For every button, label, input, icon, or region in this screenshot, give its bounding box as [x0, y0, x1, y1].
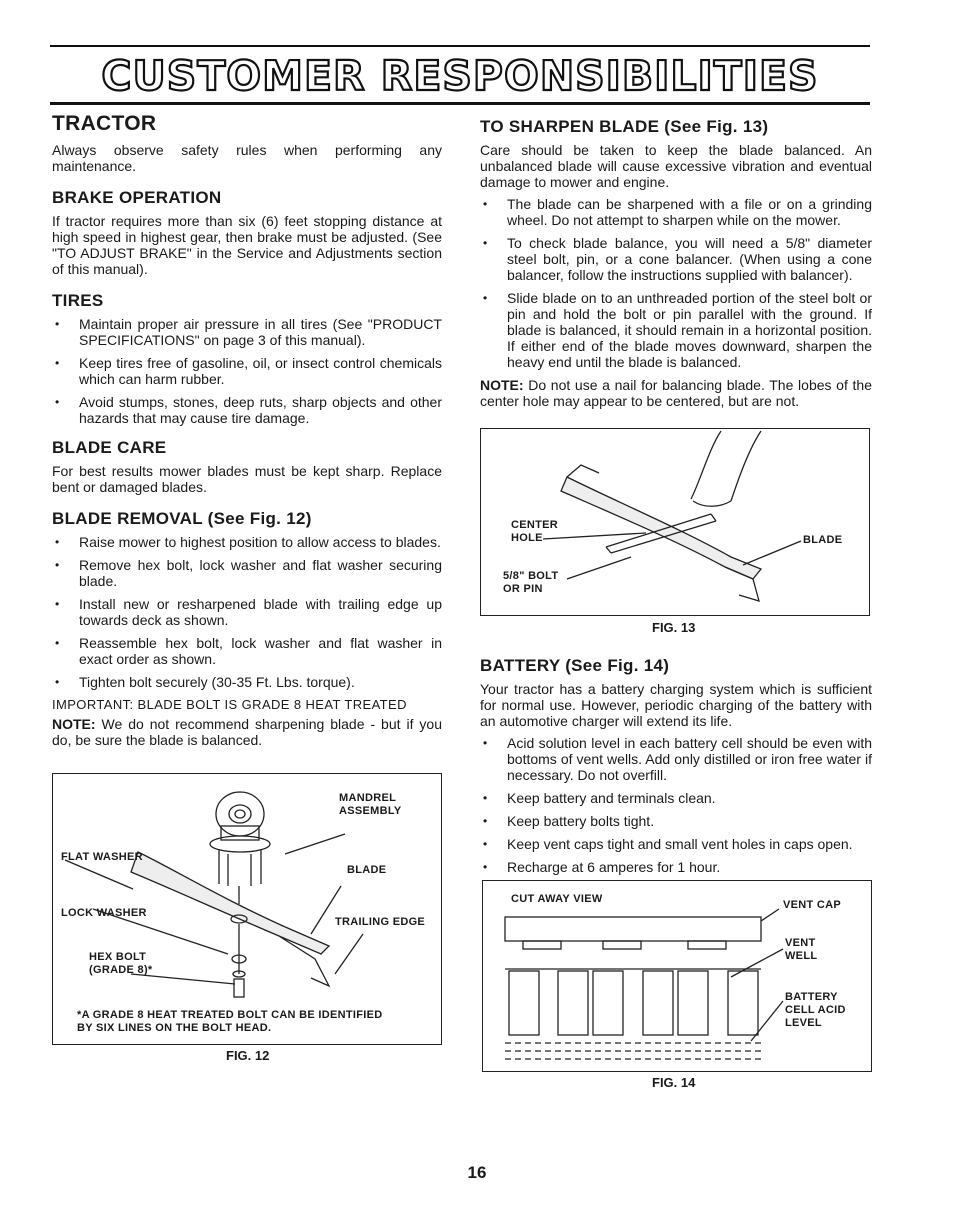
blade-care-heading: BLADE CARE	[52, 438, 167, 457]
tractor-text: Always observe safety rules when performing any maintenance.	[52, 142, 442, 174]
figure-13	[480, 428, 870, 616]
list-item: • Tighten bolt securely (30-35 Ft. Lbs. torque).	[52, 674, 442, 690]
note-label: NOTE:	[480, 377, 524, 393]
cell-acid-label: CELL ACID	[785, 1004, 846, 1016]
tires-list	[52, 316, 442, 426]
list-item: • Keep vent caps tight and small vent holes in caps open.	[480, 836, 872, 852]
footnote-line-1: *A GRADE 8 HEAT TREATED BOLT CAN BE IDENTIFIED	[77, 1009, 383, 1021]
fig-12-caption: FIG. 12	[226, 1048, 270, 1063]
list-item: • Maintain proper air pressure in all tires (See "PRODUCT SPECIFICATIONS" on page 3 of this manual).	[52, 316, 442, 348]
note-text: We do not recommend sharpening blade - but if you do, be sure the blade is balanced.	[52, 716, 442, 748]
title-rule	[50, 102, 870, 105]
left-column	[52, 112, 442, 748]
balance-note	[480, 377, 872, 409]
battery-heading: BATTERY (See Fig. 14)	[480, 656, 670, 675]
bolt-label: 5/8" BOLT	[503, 570, 559, 582]
top-rule	[50, 45, 870, 47]
well-label: WELL	[785, 950, 818, 962]
page-title: CUSTOMER RESPONSIBILITIES	[101, 52, 819, 100]
lock-washer-label: LOCK WASHER	[61, 907, 147, 919]
blade-note	[52, 716, 442, 748]
mandrel-label: MANDREL	[339, 792, 397, 804]
list-item: • Slide blade on to an unthreaded portion of the steel bolt or pin and hold the bolt or pin parallel with the ground. If blade is balanced, it should remain in a horizontal position. If either end of the blade moves downward, sharpen the heavy end until the blade is balanced.	[480, 290, 872, 370]
blade-removal-heading: BLADE REMOVAL (See Fig. 12)	[52, 509, 312, 528]
brake-heading: BRAKE OPERATION	[52, 188, 222, 207]
list-item: • Install new or resharpened blade with trailing edge up towards deck as shown.	[52, 596, 442, 628]
footnote-line-2: BY SIX LINES ON THE BOLT HEAD.	[77, 1022, 272, 1034]
fig-14-caption: FIG. 14	[652, 1075, 696, 1090]
blade-care-text: For best results mower blades must be kept sharp. Replace bent or damaged blades.	[52, 463, 442, 495]
flat-washer-label: FLAT WASHER	[61, 851, 143, 863]
hole-label: HOLE	[511, 532, 543, 544]
battery-section	[480, 656, 872, 882]
tires-heading: TIRES	[52, 291, 104, 310]
list-item: • Keep battery bolts tight.	[480, 813, 872, 829]
figure-14	[482, 880, 872, 1072]
page-number: 16	[467, 1163, 487, 1182]
list-item: • Recharge at 6 amperes for 1 hour.	[480, 859, 872, 875]
blade-label: BLADE	[347, 864, 387, 876]
or-pin-label: OR PIN	[503, 583, 543, 595]
figure-12	[52, 773, 442, 1045]
important-notice: IMPORTANT: BLADE BOLT IS GRADE 8 HEAT TREATED	[52, 697, 407, 712]
battery-list	[480, 735, 872, 875]
tractor-heading: TRACTOR	[52, 112, 157, 135]
list-item: • Remove hex bolt, lock washer and flat washer securing blade.	[52, 557, 442, 589]
vent-label: VENT	[785, 937, 816, 949]
battery-text: Your tractor has a battery charging system which is sufficient for normal use. However, periodic charging of the battery with an automotive charger will extend its life.	[480, 681, 872, 729]
list-item: • Acid solution level in each battery cell should be even with bottoms of vent wells. Add only distilled or iron free water if necessary. Do not overfill.	[480, 735, 872, 783]
trailing-edge-label: TRAILING EDGE	[335, 916, 426, 928]
hex-bolt-label: HEX BOLT	[89, 951, 147, 963]
sharpen-heading: TO SHARPEN BLADE (See Fig. 13)	[480, 117, 769, 136]
note-label: NOTE:	[52, 716, 96, 732]
grade-label: (GRADE 8)*	[89, 964, 153, 976]
brake-text: If tractor requires more than six (6) feet stopping distance at high speed in highest gear, then brake must be adjusted. (See "TO ADJUST BRAKE" in the Service and Adjustments section of this manual).	[52, 213, 442, 277]
cutaway-label: CUT AWAY VIEW	[511, 893, 603, 905]
list-item: • To check blade balance, you will need a 5/8" diameter steel bolt, pin, or a cone balancer. (When using a cone balancer, follow the instructions supplied with balancer).	[480, 235, 872, 283]
center-label: CENTER	[511, 519, 559, 531]
list-item: • Reassemble hex bolt, lock washer and flat washer in exact order as shown.	[52, 635, 442, 667]
list-item: • Keep tires free of gasoline, oil, or insect control chemicals which can harm rubber.	[52, 355, 442, 387]
assembly-label: ASSEMBLY	[339, 805, 402, 817]
blade-removal-list	[52, 534, 442, 690]
battery-label: BATTERY	[785, 991, 838, 1003]
level-label: LEVEL	[785, 1017, 822, 1029]
list-item: • Avoid stumps, stones, deep ruts, sharp objects and other hazards that may cause tire damage.	[52, 394, 442, 426]
right-column	[480, 112, 872, 409]
fig-13-caption: FIG. 13	[652, 620, 696, 635]
vent-cap-label: VENT CAP	[783, 899, 842, 911]
sharpen-text: Care should be taken to keep the blade balanced. An unbalanced blade will cause excessive vibration and eventual damage to mower and engine.	[480, 142, 872, 190]
list-item: • Raise mower to highest position to allow access to blades.	[52, 534, 442, 550]
list-item: • Keep battery and terminals clean.	[480, 790, 872, 806]
note-text: Do not use a nail for balancing blade. The lobes of the center hole may appear to be centered, but are not.	[480, 377, 872, 409]
blade-label: BLADE	[803, 534, 843, 546]
sharpen-list	[480, 196, 872, 370]
list-item: • The blade can be sharpened with a file or on a grinding wheel. Do not attempt to sharpen while on the mower.	[480, 196, 872, 228]
